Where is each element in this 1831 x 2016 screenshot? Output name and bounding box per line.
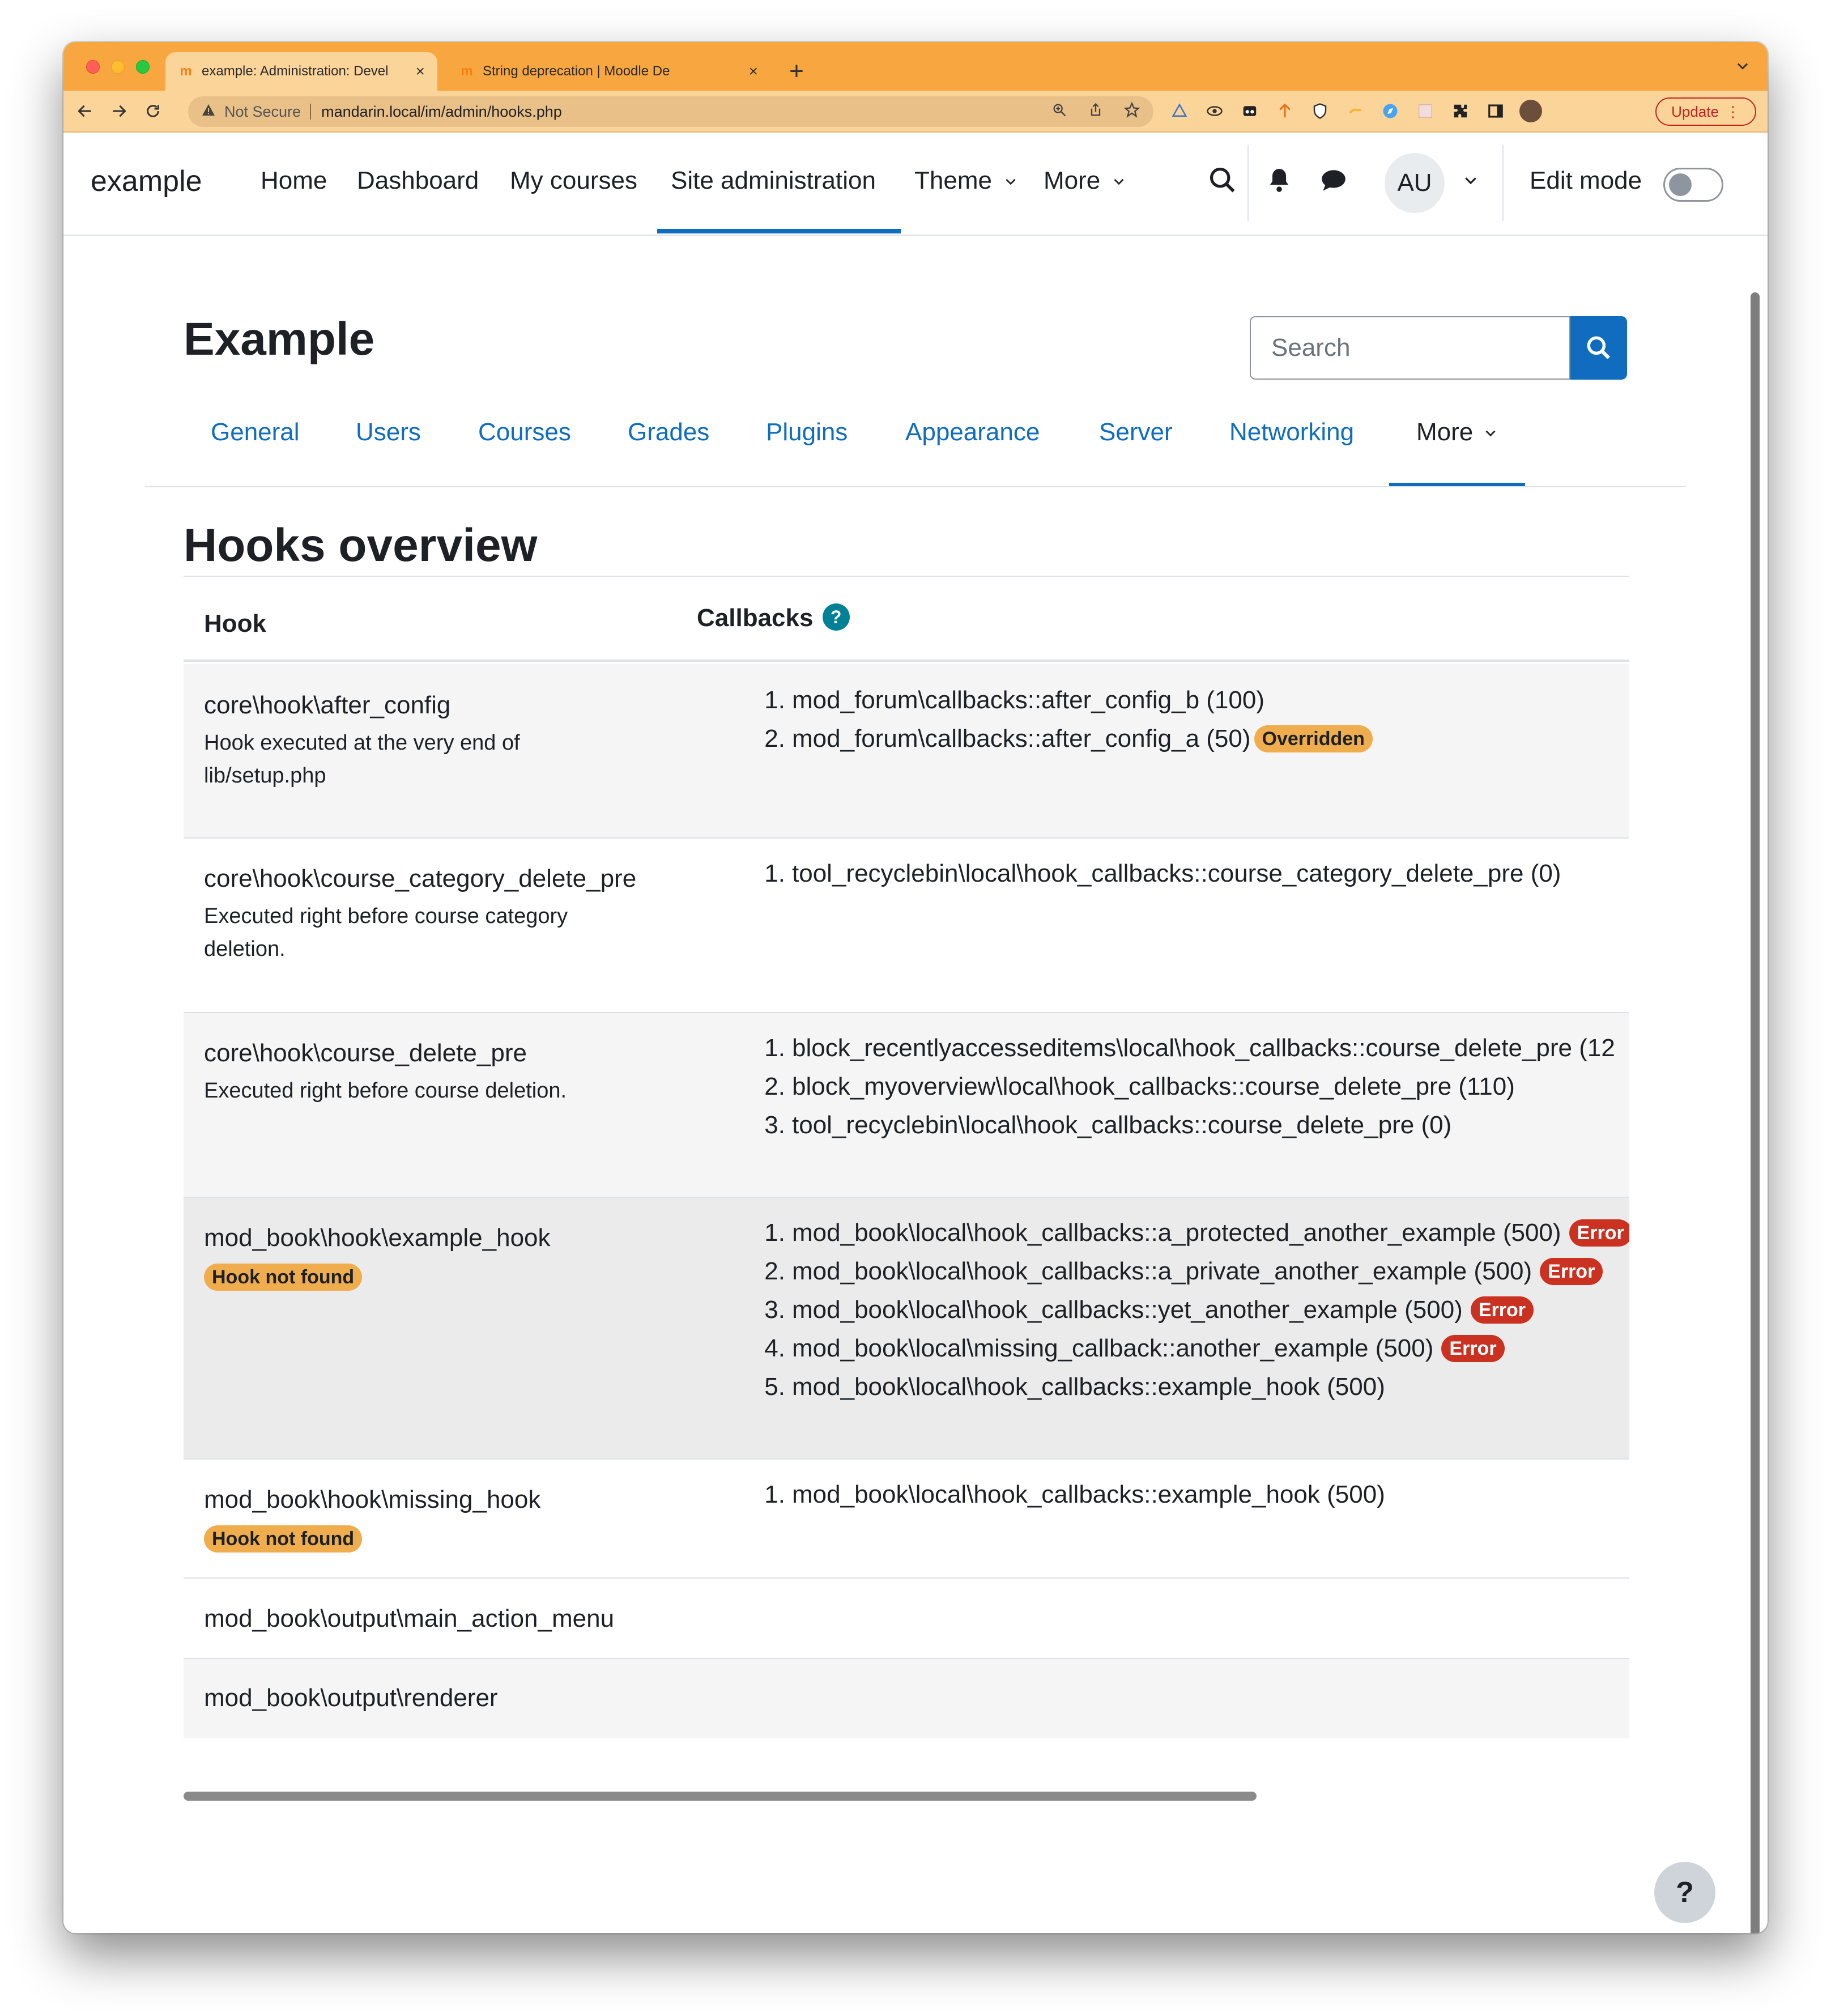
nav-active-indicator [657,229,901,233]
secondary-nav-divider [145,486,1686,487]
list-number: 2. [764,725,785,752]
hook-not-found-badge: Hook not found [204,1264,362,1291]
error-badge: Error [1569,1219,1629,1247]
callback-item [757,1291,1629,1329]
callback-text: block_myoverview\local\hook_callbacks::course_delete_pre (110) [792,1073,1515,1100]
browser-window [63,42,1768,1933]
search-icon [1585,334,1613,362]
toggle-knob [1669,173,1692,196]
list-number: 2. [764,1257,785,1285]
hook-description-line: lib/setup.php [204,764,326,788]
callback-item [757,1029,1615,1067]
extension-shield-icon[interactable] [1309,100,1331,122]
table-row [184,1659,1629,1738]
browser-tab[interactable] [446,52,770,91]
minimize-window-button[interactable] [111,60,125,74]
hook-description [204,1074,691,1107]
hook-name: core\hook\course_category_delete_pre [204,865,637,892]
table-row [184,1579,1629,1659]
extension-compass-icon[interactable] [1379,100,1402,122]
callback-list [757,681,1373,758]
browser-update-button[interactable] [1655,97,1756,126]
table-row [184,664,1629,839]
edit-mode-toggle[interactable] [1663,168,1723,202]
moodle-favicon-icon: m [180,63,192,79]
messages-chat-icon[interactable] [1315,162,1352,198]
share-icon[interactable] [1088,102,1104,122]
list-number: 1. [764,1219,785,1247]
tab-users[interactable]: Users [356,418,421,446]
more-vertical-icon: ⋮ [1725,103,1740,120]
callback-text: mod_forum\callbacks::after_config_b (100) [792,686,1264,714]
tab-general[interactable]: General [211,418,300,446]
extension-hand-icon[interactable] [1344,100,1366,122]
callback-text: mod_book\local\missing_callback::another_example (500) [792,1334,1434,1362]
notifications-bell-icon[interactable] [1261,162,1297,198]
zoom-icon[interactable] [1051,102,1067,122]
nav-home[interactable]: Home [261,167,327,194]
chevron-down-icon [1483,426,1498,440]
list-number: 3. [764,1296,785,1324]
tab-title: example: Administration: Devel [202,63,389,79]
site-navbar [63,133,1768,236]
callback-list [757,854,1561,893]
browser-tab-active[interactable] [165,52,437,91]
callback-text: tool_recyclebin\local\hook_callbacks::course_category_delete_pre (0) [792,860,1561,887]
overridden-badge: Overridden [1254,725,1373,752]
hook-description-line: deletion. [204,937,286,961]
extension-eye-icon[interactable] [1203,100,1226,122]
list-number: 3. [764,1111,785,1139]
list-number: 1. [764,860,785,887]
callback-item [757,1214,1629,1252]
callback-text: mod_book\local\hook_callbacks::example_hook (500) [792,1373,1385,1401]
nav-more-label: More [1044,167,1101,194]
column-header-callbacks-label: Callbacks [697,604,814,632]
callback-text: mod_book\local\hook_callbacks::example_hook (500) [792,1481,1385,1508]
tab-appearance[interactable]: Appearance [905,418,1040,446]
list-number: 4. [764,1334,785,1362]
maximize-window-button[interactable] [136,60,150,74]
list-number: 1. [764,1481,785,1508]
callback-item [757,854,1561,893]
hook-description-line: Executed right before course deletion. [204,1079,567,1103]
user-avatar[interactable]: AU [1385,153,1445,213]
callback-list [757,1475,1385,1514]
list-number: 2. [764,1073,785,1100]
hook-name: mod_book\hook\example_hook [204,1224,551,1252]
callback-text: mod_book\local\hook_callbacks::a_private_another_example (500) [792,1257,1532,1285]
hook-not-found-badge: Hook not found [204,1525,362,1553]
chevron-down-icon [1003,174,1018,189]
callback-item [757,720,1373,758]
user-menu-chevron-down-icon[interactable] [1453,162,1489,198]
table-row [184,839,1629,1013]
hook-name: core\hook\course_delete_pre [204,1039,527,1067]
close-window-button[interactable] [86,60,100,74]
tab-grades[interactable]: Grades [628,418,710,446]
column-header-hook: Hook [204,610,266,637]
new-tab-button[interactable]: + [789,57,804,85]
tab-strip [63,42,1768,91]
site-brand[interactable]: example [91,165,202,198]
tab-plugins[interactable]: Plugins [766,418,848,446]
horizontal-scrollbar[interactable] [184,1792,1257,1801]
callback-item [757,1368,1629,1406]
hook-name: mod_book\output\renderer [204,1684,498,1712]
side-panel-icon[interactable] [1484,100,1507,122]
callback-text: block_recentlyaccesseditems\local\hook_callbacks::course_delete_pre (12 [792,1034,1615,1062]
list-number: 5. [764,1373,785,1401]
reload-icon[interactable] [140,99,165,124]
callback-item [757,1329,1629,1368]
callback-text: mod_book\local\hook_callbacks::a_protected_another_example (500) [792,1219,1561,1247]
list-number: 1. [764,1034,785,1062]
extension-drive-icon[interactable] [1168,100,1191,122]
tab-close-icon[interactable]: × [748,62,758,80]
extension-glasses-icon[interactable] [1238,100,1261,122]
chevron-down-icon [1112,174,1126,189]
hook-description-line: Executed right before course category [204,904,568,928]
callback-item [757,1067,1615,1106]
help-icon[interactable]: ? [823,603,850,631]
vertical-scrollbar[interactable] [1751,292,1760,1933]
callback-item [757,1475,1385,1514]
nav-theme-label: Theme [914,167,992,194]
warning-icon [202,104,216,120]
table-row [184,1198,1629,1460]
page-title: Example [184,313,375,365]
hook-description [204,900,691,966]
callback-text: mod_book\local\hook_callbacks::yet_another_example (500) [792,1296,1463,1324]
column-header-callbacks [697,604,850,633]
error-badge: Error [1471,1296,1534,1324]
forward-icon[interactable] [107,99,131,124]
browser-toolbar [63,91,1768,133]
moodle-favicon-icon: m [461,63,473,79]
callback-item [757,1106,1615,1145]
nav-my-courses[interactable]: My courses [510,167,637,194]
search-icon[interactable] [1204,162,1241,198]
omnibox-divider [310,104,311,120]
tab-networking[interactable]: Networking [1229,418,1355,446]
admin-search-button[interactable] [1570,316,1627,380]
tab-server[interactable]: Server [1099,418,1173,446]
callback-list [757,1214,1629,1406]
update-label: Update [1671,103,1719,120]
tab-title: String deprecation | Moodle De [483,63,670,79]
tab-more-dropdown[interactable] [1416,418,1498,446]
callback-text: mod_forum\callbacks::after_config_a (50) [792,725,1251,752]
callback-text: tool_recyclebin\local\hook_callbacks::course_delete_pre (0) [792,1111,1452,1139]
error-badge: Error [1540,1258,1603,1285]
profile-avatar-icon[interactable] [1519,100,1542,122]
tab-more-label: More [1416,418,1474,446]
nav-more-dropdown[interactable] [1044,167,1126,195]
tab-courses[interactable]: Courses [478,418,571,446]
extensions-puzzle-icon[interactable] [1449,100,1472,122]
extension-grid-icon[interactable] [1414,100,1437,122]
bookmark-star-icon[interactable] [1124,102,1140,122]
hook-name: mod_book\hook\missing_hook [204,1486,541,1513]
callback-item [757,681,1373,720]
tab-search-chevron-icon[interactable] [1735,58,1751,78]
hooks-table [184,576,1629,1783]
table-row [184,1013,1629,1198]
back-icon[interactable] [73,99,97,124]
admin-search-input[interactable]: Search [1250,316,1570,380]
nav-dashboard[interactable]: Dashboard [357,167,479,194]
navbar-divider [1502,145,1504,221]
hook-description-line: Hook executed at the very end of [204,731,520,755]
callback-item [757,1252,1629,1291]
extension-arrow-icon[interactable] [1274,100,1296,122]
page-content [63,236,1768,1933]
hook-name: core\hook\after_config [204,691,451,719]
nav-site-administration[interactable]: Site administration [671,167,876,194]
table-row [184,1460,1629,1579]
tab-close-icon[interactable]: × [415,62,425,80]
list-number: 1. [764,686,785,714]
table-header-row [184,577,1629,662]
error-badge: Error [1441,1335,1504,1362]
nav-theme-dropdown[interactable] [914,167,1018,195]
help-button[interactable]: ? [1654,1862,1715,1923]
hook-description [204,726,691,792]
navbar-divider [1247,145,1249,221]
security-label[interactable]: Not Secure [224,103,301,120]
address-bar[interactable] [188,96,1153,127]
callback-list [757,1029,1615,1145]
hook-name: mod_book\output\main_action_menu [204,1605,615,1632]
url-text[interactable]: mandarin.local/im/admin/hooks.php [321,103,562,120]
section-title: Hooks overview [184,520,538,571]
edit-mode-label: Edit mode [1530,167,1642,194]
